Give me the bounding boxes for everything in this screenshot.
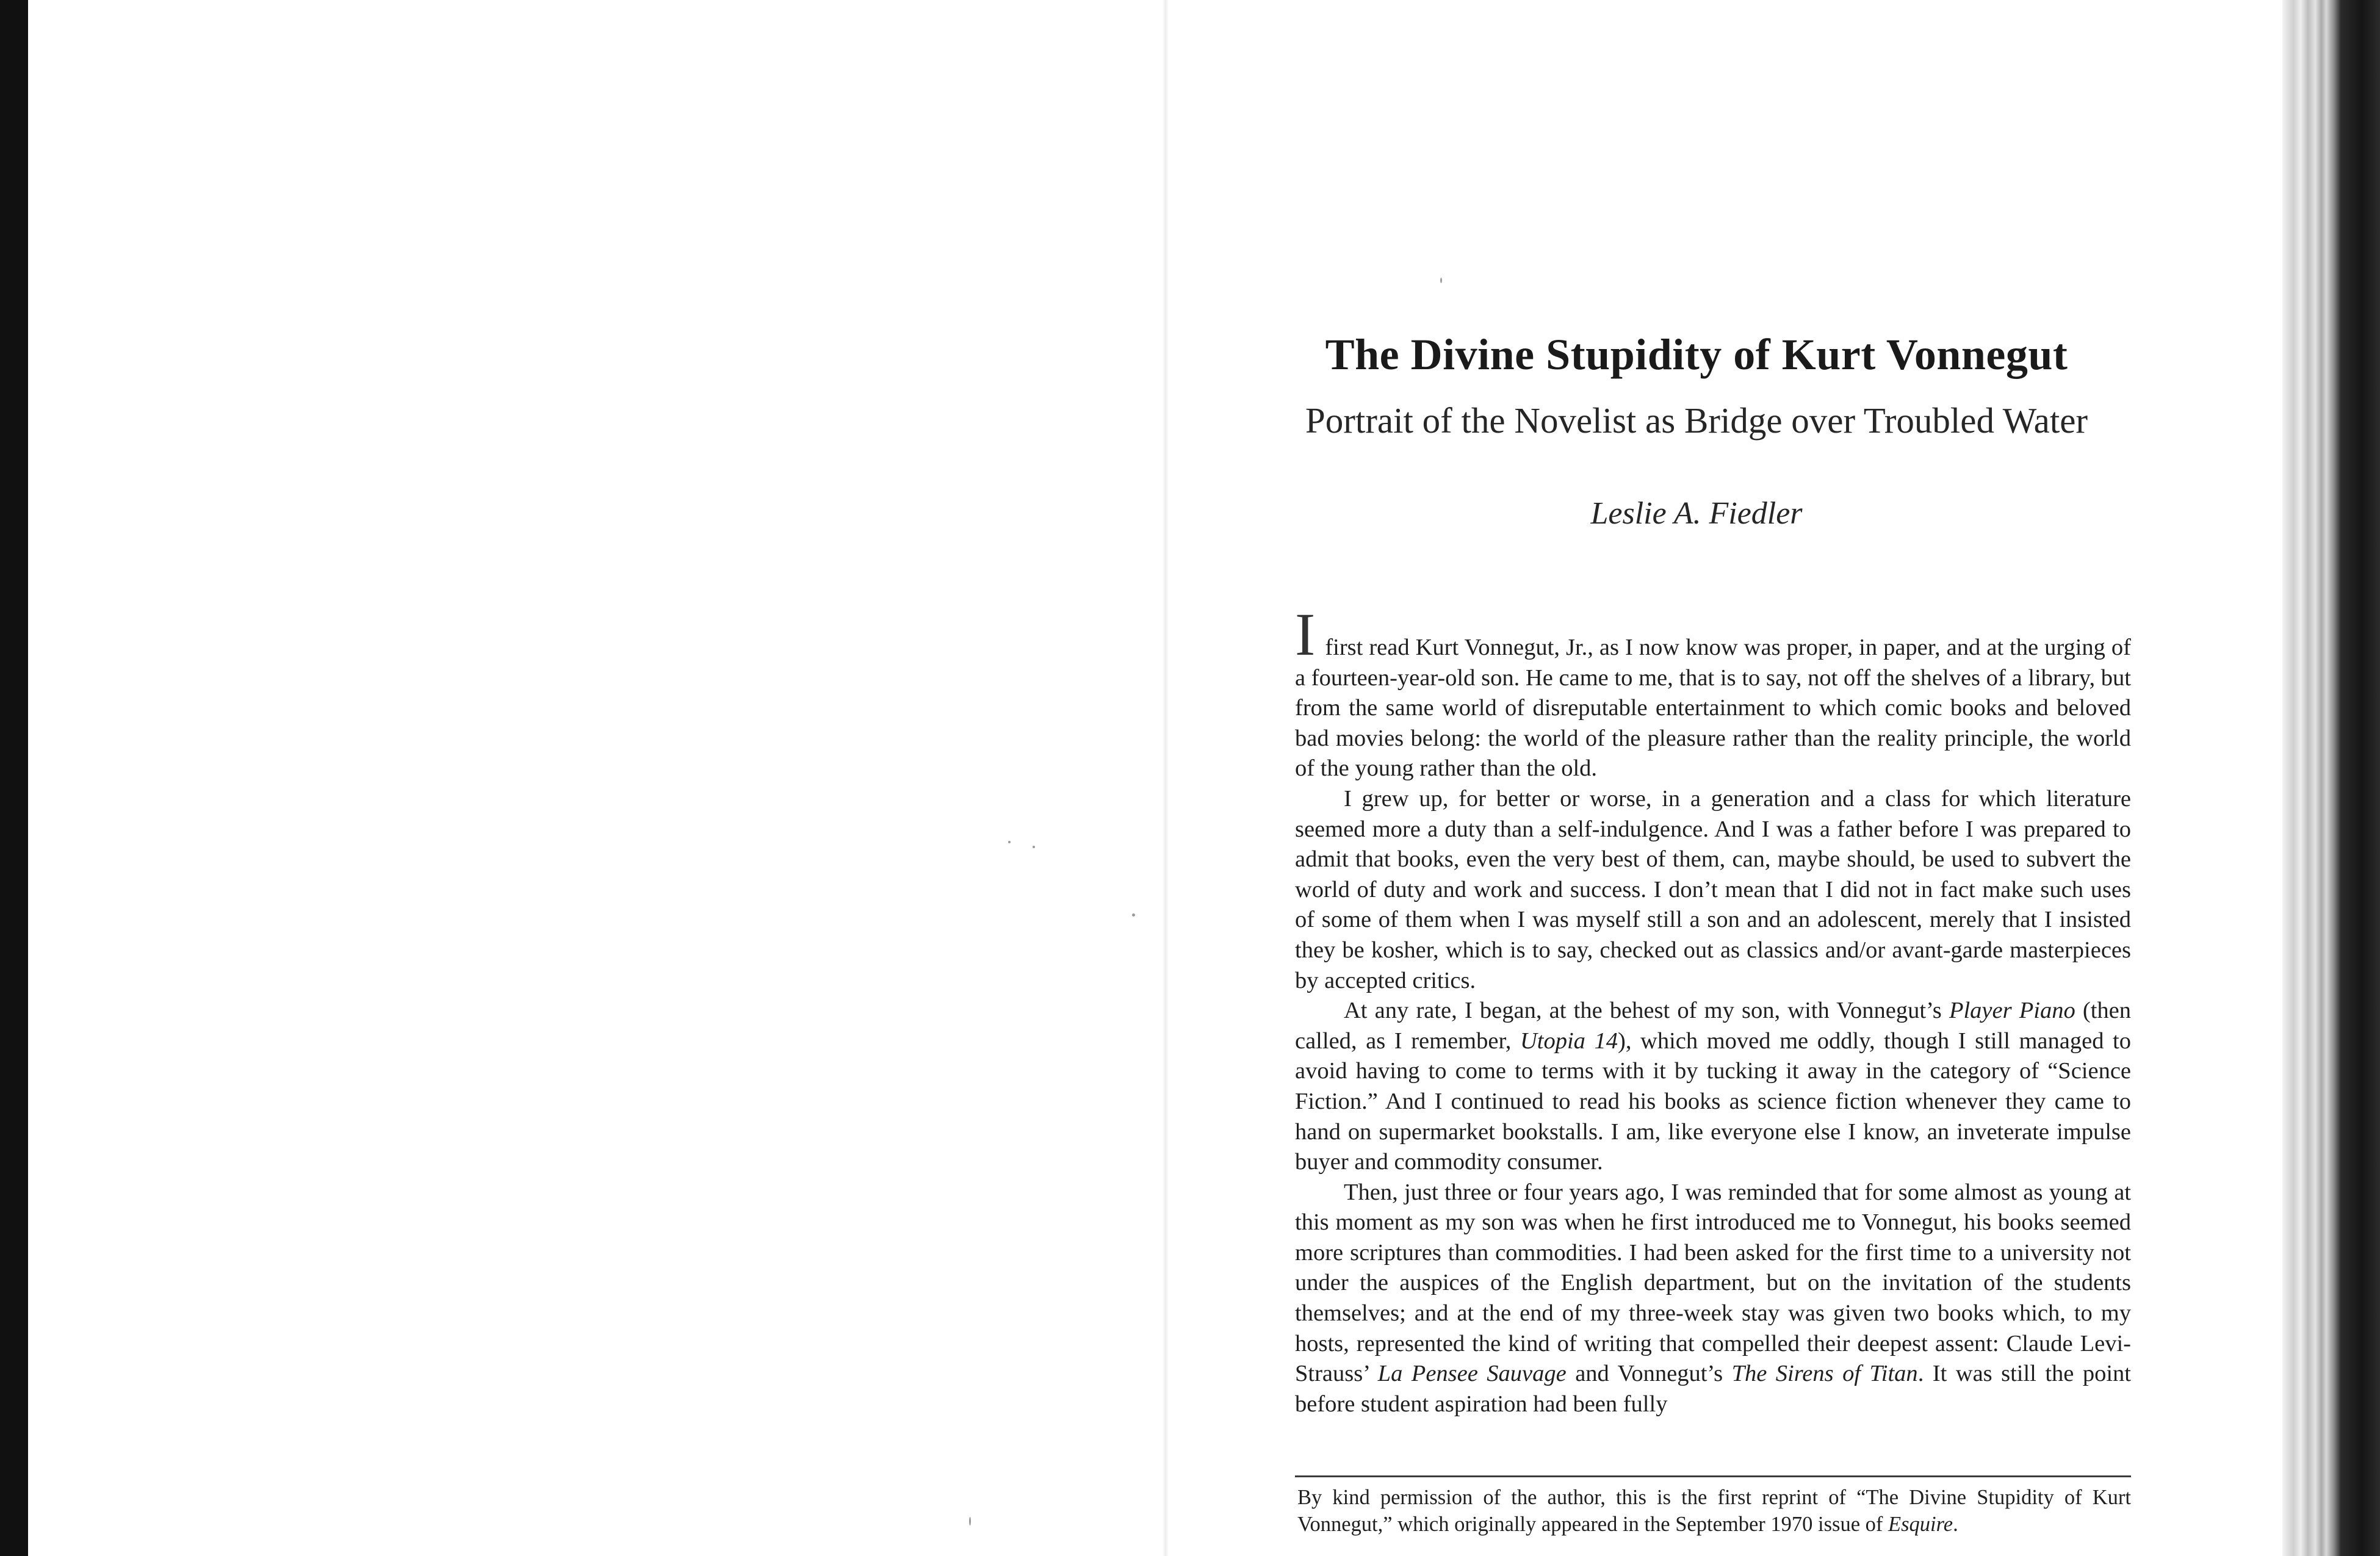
footnote-text: By kind permission of the author, this is the first reprint of “The Divine Stupidity of Kurt Vonnegut,” which originally appeared in the September 1970 issue of — [1297, 1486, 2131, 1536]
body-paragraph — [1295, 1178, 2131, 1420]
paragraph-text: I grew up, for better or worse, in a generation and a class for which literature seemed more a duty than a self-indulgence. And I was a father before I was prepared to admit that books, even the very best of them, can, maybe should, be used to subvert the world of duty and work and success. I don’t mean that I did not in fact make such uses of some of them when I was myself still a son and an adolescent, merely that I insisted they be kosher, which is to say, checked out as classics and/or avant-garde masterpieces by accepted critics. — [1295, 785, 2131, 993]
scan-speck — [1132, 913, 1135, 917]
article-title: The Divine Stupidity of Kurt Vonnegut — [1325, 330, 2068, 379]
book-gutter — [1163, 0, 1169, 1556]
footnote-text: . — [1953, 1513, 1958, 1536]
paragraph-text: At any rate, I began, at the behest of my son, with Vonnegut’s — [1344, 998, 1949, 1024]
magazine-title: Esquire — [1888, 1513, 1953, 1536]
drop-cap: I — [1295, 600, 1316, 668]
book-title: La Pensee Sauvage — [1377, 1361, 1567, 1387]
paragraph-text: first read Kurt Vonnegut, Jr., as I now know was proper, in paper, and at the urging of a fourteen-year-old son. He came to me, that is to say, not off the shelves of a library, but from the same world of disreputable entertainment to which comic books and beloved bad movies belong: the world of the pleasure rather than the reality principle, the world of the young rather than the old. — [1295, 635, 2131, 782]
body-paragraph — [1295, 784, 2131, 996]
body-paragraph — [1295, 600, 2131, 784]
body-paragraph — [1295, 996, 2131, 1178]
scan-speck — [1008, 841, 1011, 843]
footnote-rule — [1295, 1475, 2131, 1477]
footnote — [1297, 1484, 2131, 1538]
book-title: The Sirens of Titan — [1731, 1361, 1918, 1387]
paragraph-text: and Vonnegut’s — [1566, 1361, 1732, 1387]
book-title: Player Piano — [1949, 998, 2075, 1024]
scan-speck — [1033, 846, 1035, 848]
book-title: Utopia 14 — [1520, 1028, 1618, 1054]
article-subtitle: Portrait of the Novelist as Bridge over Troubled Water — [1305, 400, 2088, 441]
paragraph-text: (then called, as I remember, — [1295, 998, 2131, 1054]
paragraph-text: . It was still the point before student aspiration had been fully — [1295, 1361, 2131, 1417]
paragraph-text: Then, just three or four years ago, I was reminded that for some almost as young at this moment as my son was when he first introduced me to Vonnegut, his books seemed more scriptures than commodities. I had been asked for the first time to a university not under the auspices of the English department, but on the invitation of the students themselves; and at the end of my three-week stay was given two books which, to my hosts, represented the kind of writing that compelled their deepest assent: Claude Levi-Strauss’ — [1295, 1179, 2131, 1387]
scan-left-edge — [0, 0, 28, 1556]
paragraph-text: ), which moved me oddly, though I still managed to avoid having to come to terms with it by tucking it away in the category of “Science Fiction.” And I continued to read his books as science fiction whenever they came to hand on supermarket bookstalls. I am, like everyone else I know, an inveterate impulse buyer and commodity consumer. — [1295, 1028, 2131, 1175]
book-page-edges — [2282, 0, 2380, 1556]
article-author: Leslie A. Fiedler — [1590, 496, 1803, 531]
scan-speck — [1440, 278, 1442, 283]
article-body — [1295, 600, 2131, 1419]
scan-speck — [969, 1517, 971, 1525]
